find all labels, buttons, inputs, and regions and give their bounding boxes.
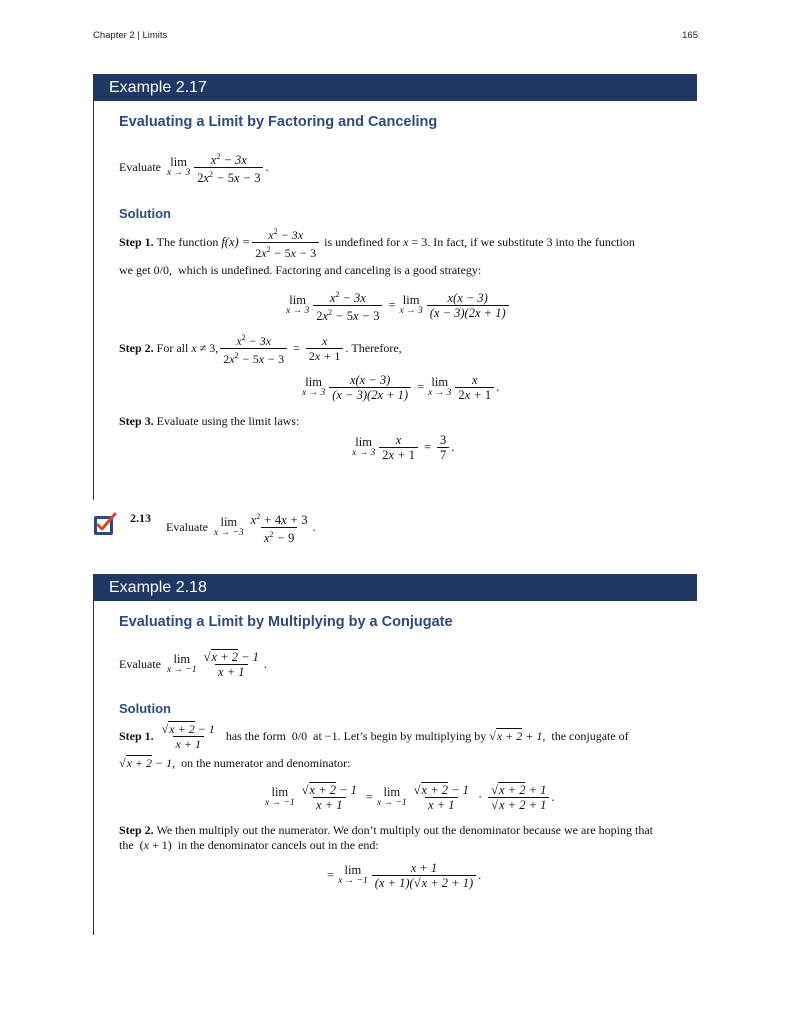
example-title: Example 2.17 <box>93 74 697 101</box>
step-label: Step 3. <box>119 414 154 428</box>
step-text: at −1. Let’s begin by multiplying by <box>313 729 487 743</box>
step-text: we get <box>119 263 151 277</box>
step2-line: Step 2. For all x ≠ 3, $\frac{x^2 - 3x}{2x^2 - 5x - 3}$ = $\frac{x}{2x + 1}$ . Therefore, <box>119 333 402 366</box>
equation-canceled: lim x → 3 $\frac{x(x - 3)}{(x - 3)(2x + 1)}$ = lim x → 3 $\frac{x}{2x + 1}$ . <box>302 373 500 402</box>
equation-conjugate: lim x → −1 $\frac{√x + 2 - 1}{x + 1}$ = lim x → −1 $\frac{√x + 2 - 1}{x + 1}$ · $\frac{√x + 2 + 1}{√x + 2 + 1}$ . <box>265 783 555 812</box>
step1-line: Step 1. The function f(x) = $\frac{x^2 - 3x}{2x^2 - 5x - 3}$ is undefined for x = 3. In fact, if we substitute 3 into the function <box>119 227 635 260</box>
step1-line2: √x + 2 − 1, on the numerator and denominator: <box>119 756 351 770</box>
step-text: For all <box>156 341 189 355</box>
step-text: is undefined for <box>324 235 401 249</box>
step-label: Step 2. <box>119 823 154 837</box>
equation-factoring: lim x → 3 $\frac{x^2 - 3x}{2x^2 - 5x - 3}$ = lim x → 3 $\frac{x(x - 3)}{(x - 3)(2x + 1)}$ <box>286 288 511 323</box>
step2-line <box>119 822 653 838</box>
evaluate-label: Evaluate <box>166 520 208 534</box>
example-subtitle: Evaluating a Limit by Multiplying by a Conjugate <box>119 614 453 630</box>
step-text: which is undefined. Factoring and canceling is a good strategy: <box>178 263 482 277</box>
example-subtitle: Evaluating a Limit by Factoring and Canceling <box>119 114 438 130</box>
exercise-statement: Evaluate lim x → −3 $\frac{x^2 + 4x + 3}{x^2 - 9}$ . <box>166 512 316 545</box>
example-title: Example 2.18 <box>93 574 697 601</box>
step-text: In fact, if we substitute 3 into the function <box>433 235 635 249</box>
solution-heading: Solution <box>119 206 171 221</box>
equation-result: lim x → 3 $\frac{x}{2x + 1}$ = $\frac{3}{7}$ . <box>352 433 455 462</box>
equation-step2: = lim x → −1 $\frac{x + 1}{(x + 1)(√x + 2 + 1)}$ . <box>327 861 482 890</box>
step1-line2: we get 0/0, which is undefined. Factoring and canceling is a good strategy: <box>119 263 482 277</box>
step-text: on the numerator and denominator: <box>181 756 351 770</box>
example-side-rule <box>93 101 94 500</box>
page-number: 165 <box>682 30 698 41</box>
example-side-rule <box>93 601 94 935</box>
step2-line2: the (x + 1) in the denominator cancels out in the end: <box>119 838 379 852</box>
exercise-number: 2.13 <box>130 511 151 525</box>
step-text: We then multiply out the numerator. We don’t multiply out the denominator because we are hoping that <box>156 823 653 837</box>
example-box-2-18 <box>93 574 697 601</box>
step-text: Therefore, <box>351 341 402 355</box>
checklist-icon <box>93 512 117 536</box>
step3-line <box>119 413 299 429</box>
step-text: the conjugate of <box>551 729 629 743</box>
example-box-2-17 <box>93 74 697 101</box>
step-text: The function <box>156 235 219 249</box>
step-text: Evaluate using the limit laws: <box>156 414 300 428</box>
step-label: Step 2. <box>119 341 154 355</box>
step-text: in the denominator cancels out in the end: <box>177 838 379 852</box>
problem-statement: Evaluate lim x → 3 $\frac{x^2 - 3x}{2x^2 - 5x - 3}$ . <box>119 152 269 185</box>
solution-heading: Solution <box>119 701 171 716</box>
running-header-chapter: Chapter 2 | Limits <box>93 30 168 41</box>
evaluate-label: Evaluate <box>119 657 161 671</box>
step-label: Step 1. <box>119 235 154 249</box>
step-label: Step 1. <box>119 729 154 743</box>
step-text: has the form <box>225 729 286 743</box>
problem-statement: Evaluate lim x → −1 $\frac{√x + 2 - 1}{x + 1}$ . <box>119 650 268 679</box>
step-text: the <box>119 838 134 852</box>
step1-line: Step 1. $\frac{√x + 2 - 1}{x + 1}$ has the form 0/0 at −1. Let’s begin by multiplying by √x + 2 + 1, the conjugate of <box>119 722 629 751</box>
evaluate-label: Evaluate <box>119 160 161 174</box>
